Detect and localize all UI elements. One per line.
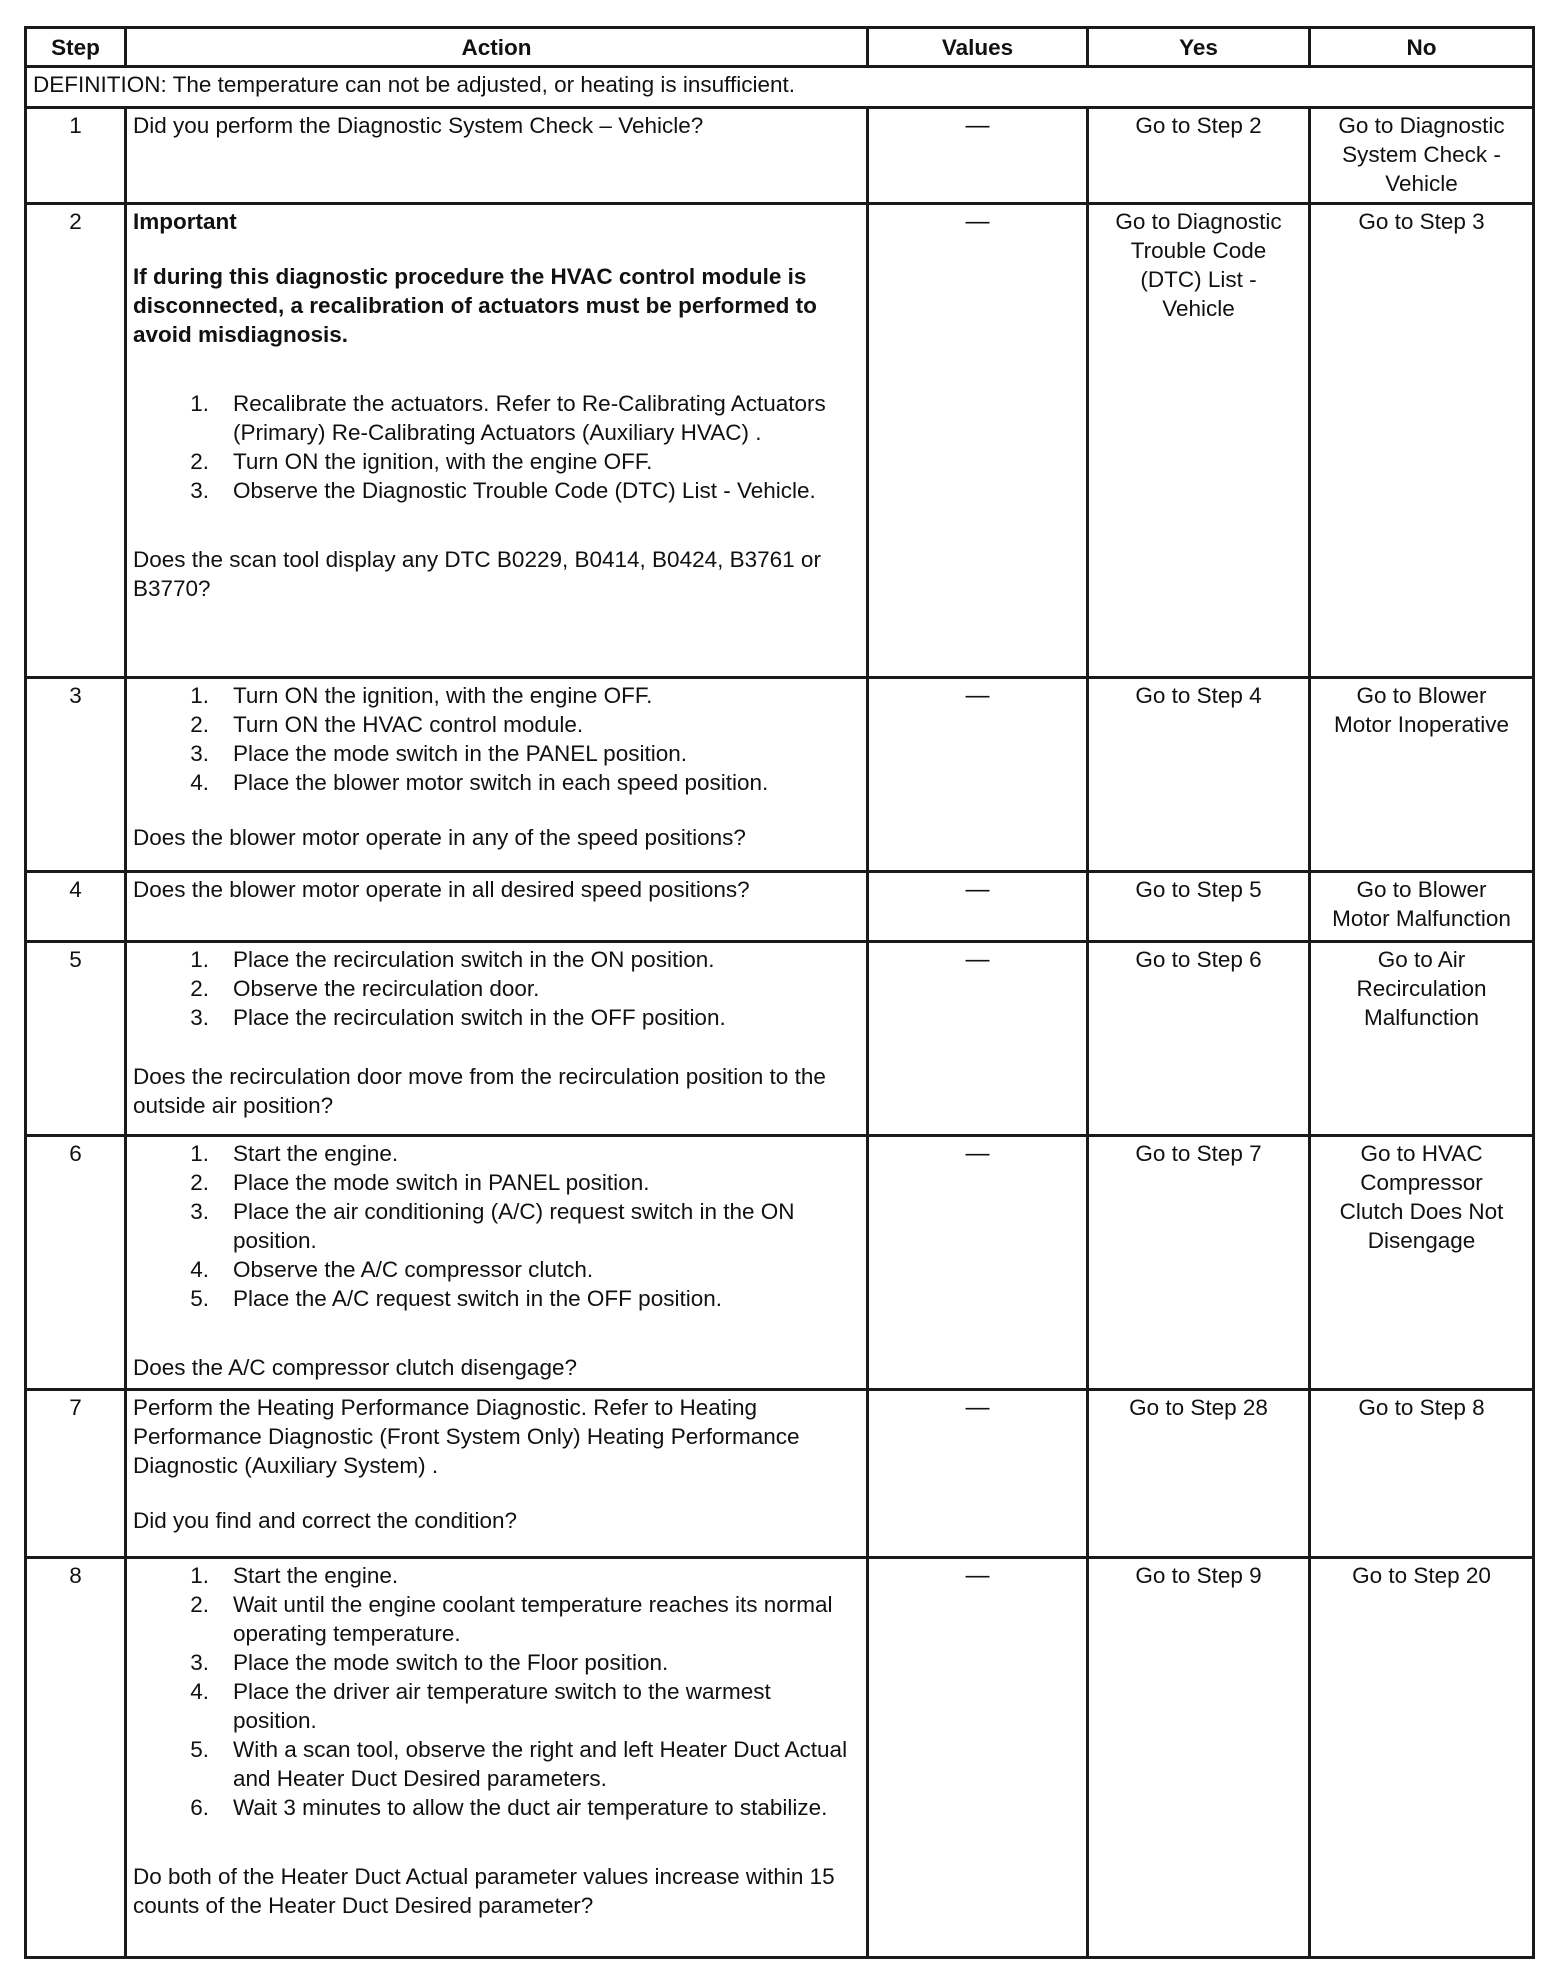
no-line: Go to Diagnostic xyxy=(1338,113,1505,138)
values-cell xyxy=(868,942,1088,1136)
header-step: Step xyxy=(26,28,126,67)
yes-line: Vehicle xyxy=(1162,296,1235,321)
procedure-list xyxy=(133,389,860,505)
table-row xyxy=(26,942,1534,1136)
step-number: 3 xyxy=(26,678,126,872)
step-number: 5 xyxy=(26,942,126,1136)
list-item: 4. Place the blower motor switch in each speed position. xyxy=(190,770,769,795)
list-item: 2. Turn ON the ignition, with the engine OFF. xyxy=(190,449,653,474)
list-item: 1. Start the engine. xyxy=(190,1141,399,1166)
question-text: Did you find and correct the condition? xyxy=(133,1508,517,1533)
values-dash: — xyxy=(965,1562,990,1589)
yes-cell: Go to Step 7 xyxy=(1088,1136,1310,1390)
step-number: 1 xyxy=(26,108,126,204)
header-no: No xyxy=(1310,28,1534,67)
no-line: Compressor xyxy=(1360,1170,1483,1195)
values-dash: — xyxy=(965,112,990,139)
list-item: 2. Observe the recirculation door. xyxy=(190,976,540,1001)
step-number: 7 xyxy=(26,1390,126,1558)
action-cell xyxy=(126,108,868,204)
no-line: Motor Malfunction xyxy=(1332,906,1511,931)
values-dash: — xyxy=(965,1140,990,1167)
step-number: 2 xyxy=(26,204,126,678)
no-line: Go to Air xyxy=(1377,947,1466,972)
values-dash: — xyxy=(965,208,990,235)
action-cell xyxy=(126,1558,868,1958)
list-item: 2. Wait until the engine coolant temperature reaches its normal operating temperature. xyxy=(190,1592,833,1646)
step-number: 8 xyxy=(26,1558,126,1958)
values-dash: — xyxy=(965,876,990,903)
no-line: Clutch Does Not xyxy=(1339,1199,1504,1224)
action-cell xyxy=(126,1390,868,1558)
list-item: 1. Recalibrate the actuators. Refer to Re-Calibrating Actuators (Primary) Re-Calibrating Actuators (Auxiliary HVAC) . xyxy=(190,391,826,445)
values-cell xyxy=(868,1558,1088,1958)
list-item: 1. Turn ON the ignition, with the engine OFF. xyxy=(190,683,653,708)
question-text: Does the recirculation door move from the recirculation position to the outside air position? xyxy=(133,1064,826,1118)
no-cell: Go to Step 3 xyxy=(1310,204,1534,678)
step-number: 4 xyxy=(26,872,126,942)
no-line: Malfunction xyxy=(1363,1005,1480,1030)
list-item: 2. Place the mode switch in PANEL position. xyxy=(190,1170,650,1195)
no-line: System Check - xyxy=(1342,142,1501,167)
step-number: 6 xyxy=(26,1136,126,1390)
yes-cell: Go to Step 6 xyxy=(1088,942,1310,1136)
procedure-list xyxy=(133,1561,860,1822)
list-item: 2. Turn ON the HVAC control module. xyxy=(190,712,584,737)
procedure-list xyxy=(133,681,860,797)
header-yes: Yes xyxy=(1088,28,1310,67)
question-text: Does the A/C compressor clutch disengage? xyxy=(133,1355,577,1380)
question-text: Does the scan tool display any DTC B0229, B0414, B0424, B3761 or B3770? xyxy=(133,547,821,601)
action-cell xyxy=(126,872,868,942)
action-text: Perform the Heating Performance Diagnostic. Refer to Heating Performance Diagnostic (Front System Only) Heating Performance Diagnostic (Auxiliary System) . xyxy=(133,1395,800,1478)
list-item: 3. Observe the Diagnostic Trouble Code (DTC) List - Vehicle. xyxy=(190,478,816,503)
list-item: 3. Place the mode switch to the Floor position. xyxy=(190,1650,669,1675)
yes-cell: Go to Step 5 xyxy=(1088,872,1310,942)
no-cell xyxy=(1310,678,1534,872)
header-row xyxy=(26,28,1534,67)
definition-row xyxy=(26,67,1534,108)
diagnostic-table xyxy=(24,26,1535,1959)
values-dash: — xyxy=(965,682,990,709)
action-cell xyxy=(126,204,868,678)
list-item: 1. Place the recirculation switch in the ON position. xyxy=(190,947,715,972)
table-row xyxy=(26,1136,1534,1390)
procedure-list xyxy=(133,945,860,1032)
values-cell xyxy=(868,1390,1088,1558)
no-cell xyxy=(1310,1136,1534,1390)
values-cell xyxy=(868,678,1088,872)
table-row xyxy=(26,678,1534,872)
definition-text: DEFINITION: The temperature can not be adjusted, or heating is insufficient. xyxy=(26,67,1534,108)
list-item: 1. Start the engine. xyxy=(190,1563,399,1588)
values-dash: — xyxy=(965,946,990,973)
values-cell xyxy=(868,872,1088,942)
no-cell: Go to Step 20 xyxy=(1310,1558,1534,1958)
action-text: Does the blower motor operate in all desired speed positions? xyxy=(133,877,750,902)
important-body: If during this diagnostic procedure the HVAC control module is disconnected, a recalibration of actuators must be performed to avoid misdiagnosis. xyxy=(133,264,817,347)
list-item: 4. Place the driver air temperature switch to the warmest position. xyxy=(190,1679,771,1733)
values-dash: — xyxy=(965,1394,990,1421)
no-line: Go to HVAC xyxy=(1360,1141,1483,1166)
question-text: Does the blower motor operate in any of the speed positions? xyxy=(133,825,746,850)
no-line: Motor Inoperative xyxy=(1333,712,1510,737)
no-line: Disengage xyxy=(1367,1228,1476,1253)
list-item: 3. Place the mode switch in the PANEL position. xyxy=(190,741,687,766)
values-cell xyxy=(868,204,1088,678)
yes-cell: Go to Step 4 xyxy=(1088,678,1310,872)
table-row xyxy=(26,1558,1534,1958)
action-text: Did you perform the Diagnostic System Check – Vehicle? xyxy=(133,113,704,138)
action-cell xyxy=(126,942,868,1136)
table-row xyxy=(26,872,1534,942)
table-row xyxy=(26,1390,1534,1558)
yes-line: (DTC) List - xyxy=(1140,267,1257,292)
no-line: Go to Blower xyxy=(1356,683,1487,708)
header-action: Action xyxy=(126,28,868,67)
action-cell xyxy=(126,1136,868,1390)
list-item: 5. With a scan tool, observe the right and left Heater Duct Actual and Heater Duct Desired parameters. xyxy=(190,1737,848,1791)
no-cell xyxy=(1310,108,1534,204)
procedure-list xyxy=(133,1139,860,1313)
yes-cell: Go to Step 9 xyxy=(1088,1558,1310,1958)
no-cell xyxy=(1310,872,1534,942)
list-item: 3. Place the recirculation switch in the OFF position. xyxy=(190,1005,726,1030)
no-cell: Go to Step 8 xyxy=(1310,1390,1534,1558)
yes-cell: Go to Step 2 xyxy=(1088,108,1310,204)
table-row xyxy=(26,108,1534,204)
table-row xyxy=(26,204,1534,678)
yes-cell: Go to Step 28 xyxy=(1088,1390,1310,1558)
important-title: Important xyxy=(133,209,237,234)
no-line: Vehicle xyxy=(1385,171,1458,196)
values-cell xyxy=(868,108,1088,204)
no-line: Recirculation xyxy=(1356,976,1487,1001)
list-item: 3. Place the air conditioning (A/C) request switch in the ON position. xyxy=(190,1199,795,1253)
no-cell xyxy=(1310,942,1534,1136)
yes-line: Go to Diagnostic xyxy=(1115,209,1282,234)
action-cell xyxy=(126,678,868,872)
no-line: Go to Blower xyxy=(1356,877,1487,902)
yes-line: Trouble Code xyxy=(1130,238,1267,263)
list-item: 6. Wait 3 minutes to allow the duct air temperature to stabilize. xyxy=(190,1795,828,1820)
question-text: Do both of the Heater Duct Actual parameter values increase within 15 counts of the Heater Duct Desired parameter? xyxy=(133,1864,835,1918)
yes-cell xyxy=(1088,204,1310,678)
header-values: Values xyxy=(868,28,1088,67)
values-cell xyxy=(868,1136,1088,1390)
list-item: 5. Place the A/C request switch in the OFF position. xyxy=(190,1286,722,1311)
list-item: 4. Observe the A/C compressor clutch. xyxy=(190,1257,594,1282)
